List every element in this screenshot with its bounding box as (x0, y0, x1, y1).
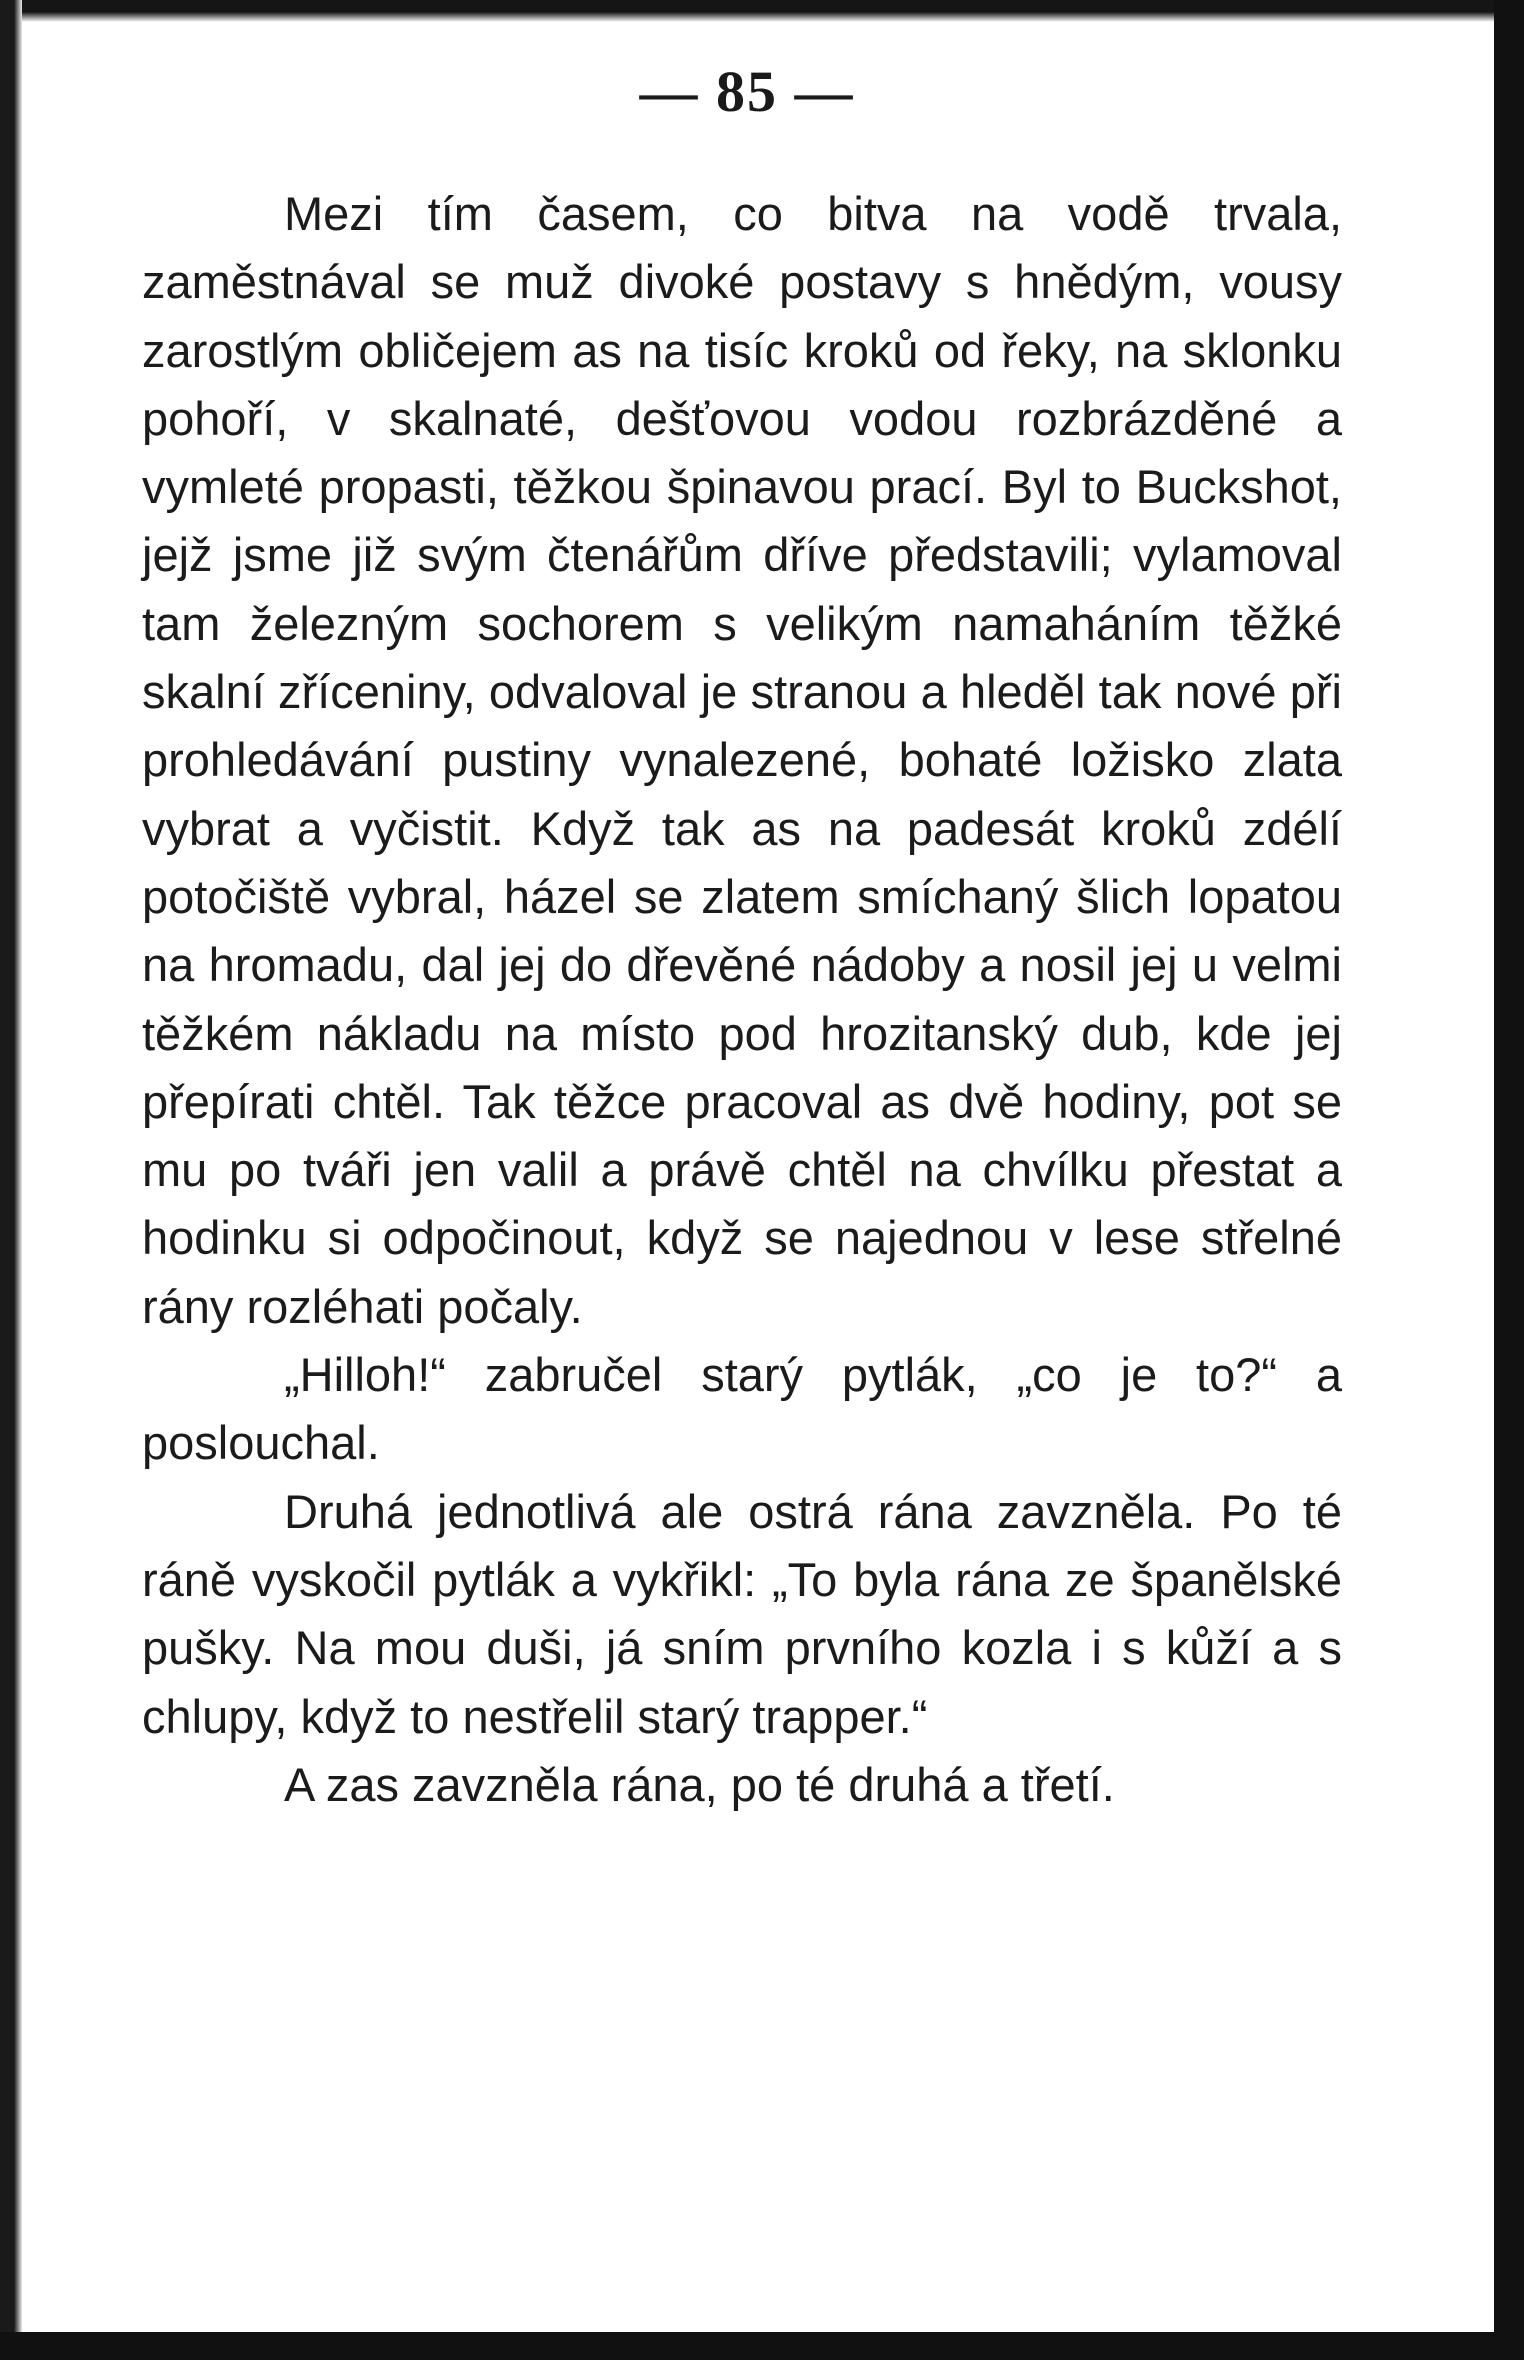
paragraph-1: Mezi tím časem, co bitva na vodě trvala, zaměstnával se muž divoké postavy s hnědým, vousy zarostlým obličejem as na tisíc kroků od řeky, na sklonku pohoří, v skalnaté, dešťovou vodou rozbrázděné a vymleté propasti, těžkou špinavou prací. Byl to Buckshot, jejž jsme již svým čtenářům dříve představili; vylamoval tam železným sochorem s velikým namaháním těžké skalní zříceniny, odvaloval je stranou a hleděl tak nové při prohledávání pustiny vynalezené, bohaté ložisko zlata vybrat a vyčistit. Když tak as na padesát kroků zdélí potočiště vybral, házel se zlatem smíchaný šlich lopatou na hromadu, dal jej do dřevěné nádoby a nosil jej u velmi těžkém nákladu na místo pod hrozitanský dub, kde jej přepírati chtěl. Tak těžce pracoval as dvě hodiny, pot se mu po tváři jen valil a právě chtěl na chvílku přestat a hodinku si odpočinout, když se najednou v lese střelné rány rozléhati počaly. (142, 187, 1342, 1333)
paragraph-2: „Hilloh!“ zabručel starý pytlák, „co je to?“ a poslouchal. (142, 1348, 1342, 1470)
scan-bottom-edge (0, 2332, 1524, 2360)
scan-right-edge (1494, 0, 1524, 2360)
scan-binding-edge (0, 0, 22, 2360)
page-number-header: — 85 — (639, 59, 855, 124)
paragraph-4: A zas zavzněla rána, po té druhá a třetí. (284, 1757, 1115, 1811)
paragraph-3: Druhá jednotlivá ale ostrá rána zavzněla. Po té ráně vyskočil pytlák a vykřikl: „To byla rána ze španělské pušky. Na mou duši, já sním prvního kozla i s kůží a s chlupy, když to nestřelil starý trapper.“ (142, 1484, 1342, 1743)
body-text (142, 180, 1342, 1819)
scan-top-edge (0, 0, 1524, 22)
